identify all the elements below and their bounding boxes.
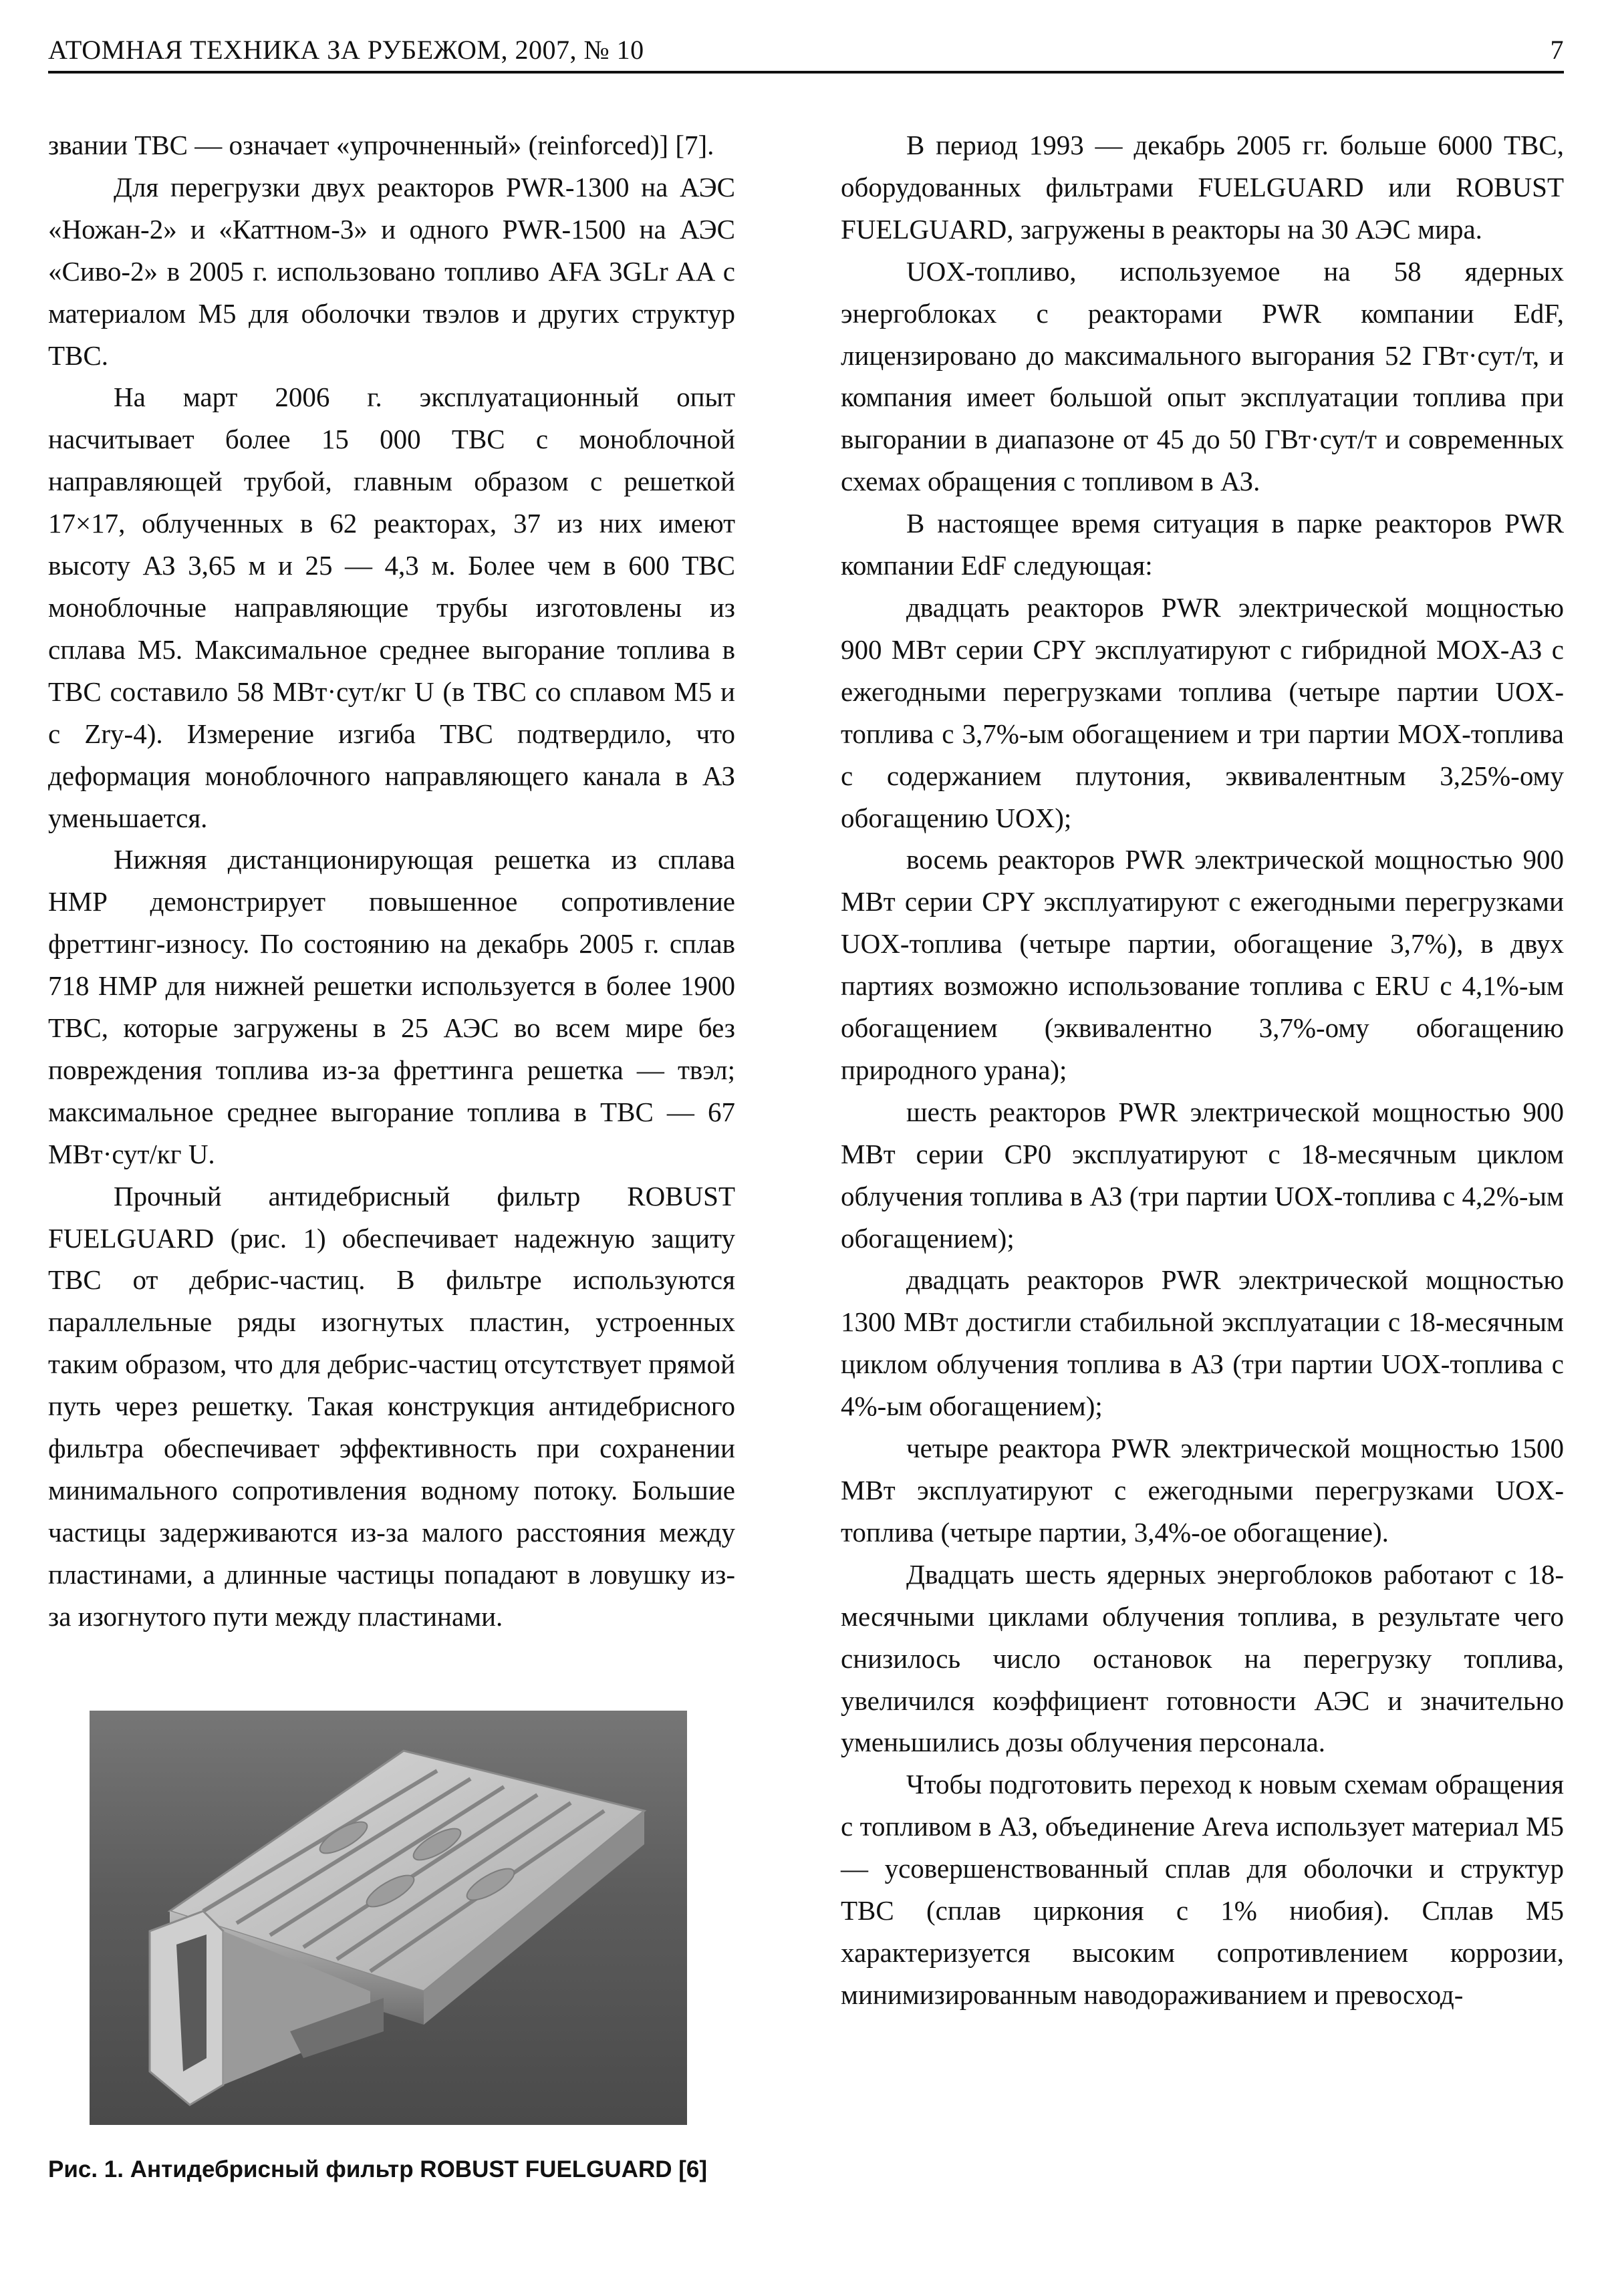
header-rule — [48, 71, 1564, 74]
filter-illustration — [90, 1711, 687, 2125]
running-header — [48, 29, 1564, 69]
paragraph: Нижняя дистанционирующая решетка из сплава HMP демонстрирует повышенное сопротивление фреттинг-износу. По состоянию на декабрь 2005 г. сплав 718 HMP для нижней решетки используется в более 1900 ТВС, которые загружены в 25 АЭС во всем мире без повреждения топлива из-за фреттинга решетка — твэл; максимальное среднее выгорание топлива в ТВС — 67 МВт·сут/кг U. — [48, 844, 735, 1169]
right-column — [841, 124, 1564, 2016]
paragraph: Чтобы подготовить переход к новым схемам обращения с топливом в АЗ, объединение Areva использует материал M5 — усовершенствованный сплав для оболочки и структур ТВС (сплав циркония с 1% ниобия). Сплав M5 характеризуется высоким сопротивлением коррозии, минимизированным наводораживанием и превосход- — [841, 1769, 1564, 2010]
paragraph: Двадцать шесть ядерных энергоблоков работают с 18-месячными циклами облучения топлива, в результате чего снизилось число остановок на перегрузку топлива, увеличился коэффициент готовности АЭС и значительно уменьшились дозы облучения персонала. — [841, 1558, 1564, 1758]
paragraph: звании ТВС — означает «упрочненный» (reinforced)] [7]. — [48, 130, 714, 160]
list-paragraph: четыре реактора PWR электрической мощностью 1500 МВт эксплуатируют с ежегодными перегрузками UOX-топлива (четыре партии, 3,4%-ое обогащение). — [841, 1433, 1564, 1548]
figure-caption: Рис. 1. Антидебрисный фильтр ROBUST FUELGUARD [6] — [48, 2156, 707, 2182]
paragraph: Прочный антидебрисный фильтр ROBUST FUELGUARD (рис. 1) обеспечивает надежную защиту ТВС от дебрис-частиц. В фильтре используются параллельные ряды изогнутых пластин, устроенных таким образом, что для дебрис-частиц отсутствует прямой путь через решетку. Такая конструкция антидебрисного фильтра обеспечивает эффективность при сохранении минимального сопротивления водному потоку. Большие частицы задерживаются из-за малого расстояния между пластинами, а длинные частицы попадают в ловушку из-за изогнутого пути между пластинами. — [48, 1180, 735, 1632]
list-paragraph: двадцать реакторов PWR электрической мощностью 900 МВт серии CPY эксплуатируют с гибридной MOX-АЗ с ежегодными перегрузками топлива (четыре партии UOX-топлива с 3,7%-ым обогащением и три партии MOX-топлива с содержанием плутония, эквивалентным 3,25%-ому обогащению UOX); — [841, 591, 1564, 833]
paragraph: На март 2006 г. эксплуатационный опыт насчитывает более 15 000 ТВС с моноблочной направляющей трубой, главным образом с решеткой 17×17, облученных в 62 реакторах, 37 из них имеют высоту АЗ 3,65 м и 25 — 4,3 м. Более чем в 600 ТВС моноблочные направляющие трубы изготовлены из сплава M5. Максимальное среднее выгорание топлива в ТВС составило 58 МВт·сут/кг U (в ТВС со сплавом M5 и с Zry-4). Измерение изгиба ТВС подтвердило, что деформация моноблочного направляющего канала в АЗ уменьшается. — [48, 382, 735, 833]
page-number: 7 — [1550, 34, 1564, 65]
list-paragraph: шесть реакторов PWR электрической мощностью 900 МВт серии CP0 эксплуатируют с 18-месячным циклом облучения топлива в АЗ (три партии UOX-топлива с 4,2%-ым обогащением); — [841, 1096, 1564, 1254]
figure-robust-fuelguard — [90, 1711, 687, 2125]
journal-title: АТОМНАЯ ТЕХНИКА ЗА РУБЕЖОМ, 2007, № 10 — [48, 34, 644, 65]
paragraph: UOX-топливо, используемое на 58 ядерных энергоблоках с реакторами PWR компании EdF, лицензировано до максимального выгорания 52 ГВт·сут/т, и компания имеет большой опыт эксплуатации топлива при выгорании в диапазоне от 45 до 50 ГВт·сут/т и современных схемах обращения с топливом в АЗ. — [841, 255, 1564, 497]
paragraph: В период 1993 — декабрь 2005 гг. больше 6000 ТВС, оборудованных фильтрами FUELGUARD или ROBUST FUELGUARD, загружены в реакторы на 30 АЭС мира. — [841, 130, 1564, 245]
list-paragraph: восемь реакторов PWR электрической мощностью 900 МВт серии CPY эксплуатируют с ежегодными перегрузками UOX-топлива (четыре партии, обогащение 3,7%), в двух партиях возможно использование топлива с ERU с 4,1%-ым обогащением (эквивалентно 3,7%-ому обогащению природного урана); — [841, 844, 1564, 1085]
left-column — [48, 124, 735, 1638]
list-paragraph: двадцать реакторов PWR электрической мощностью 1300 МВт достигли стабильной эксплуатации с 18-месячным циклом облучения топлива в АЗ (три партии UOX-топлива с 4%-ым обогащением); — [841, 1264, 1564, 1422]
paragraph: Для перегрузки двух реакторов PWR-1300 на АЭС «Ножан-2» и «Каттном-3» и одного PWR-1500 на АЭС «Сиво-2» в 2005 г. использовано топливо AFA 3GLr AA с материалом M5 для оболочки твэлов и других структур ТВС. — [48, 171, 735, 371]
paragraph: В настоящее время ситуация в парке реакторов PWR компании EdF следующая: — [841, 508, 1564, 581]
